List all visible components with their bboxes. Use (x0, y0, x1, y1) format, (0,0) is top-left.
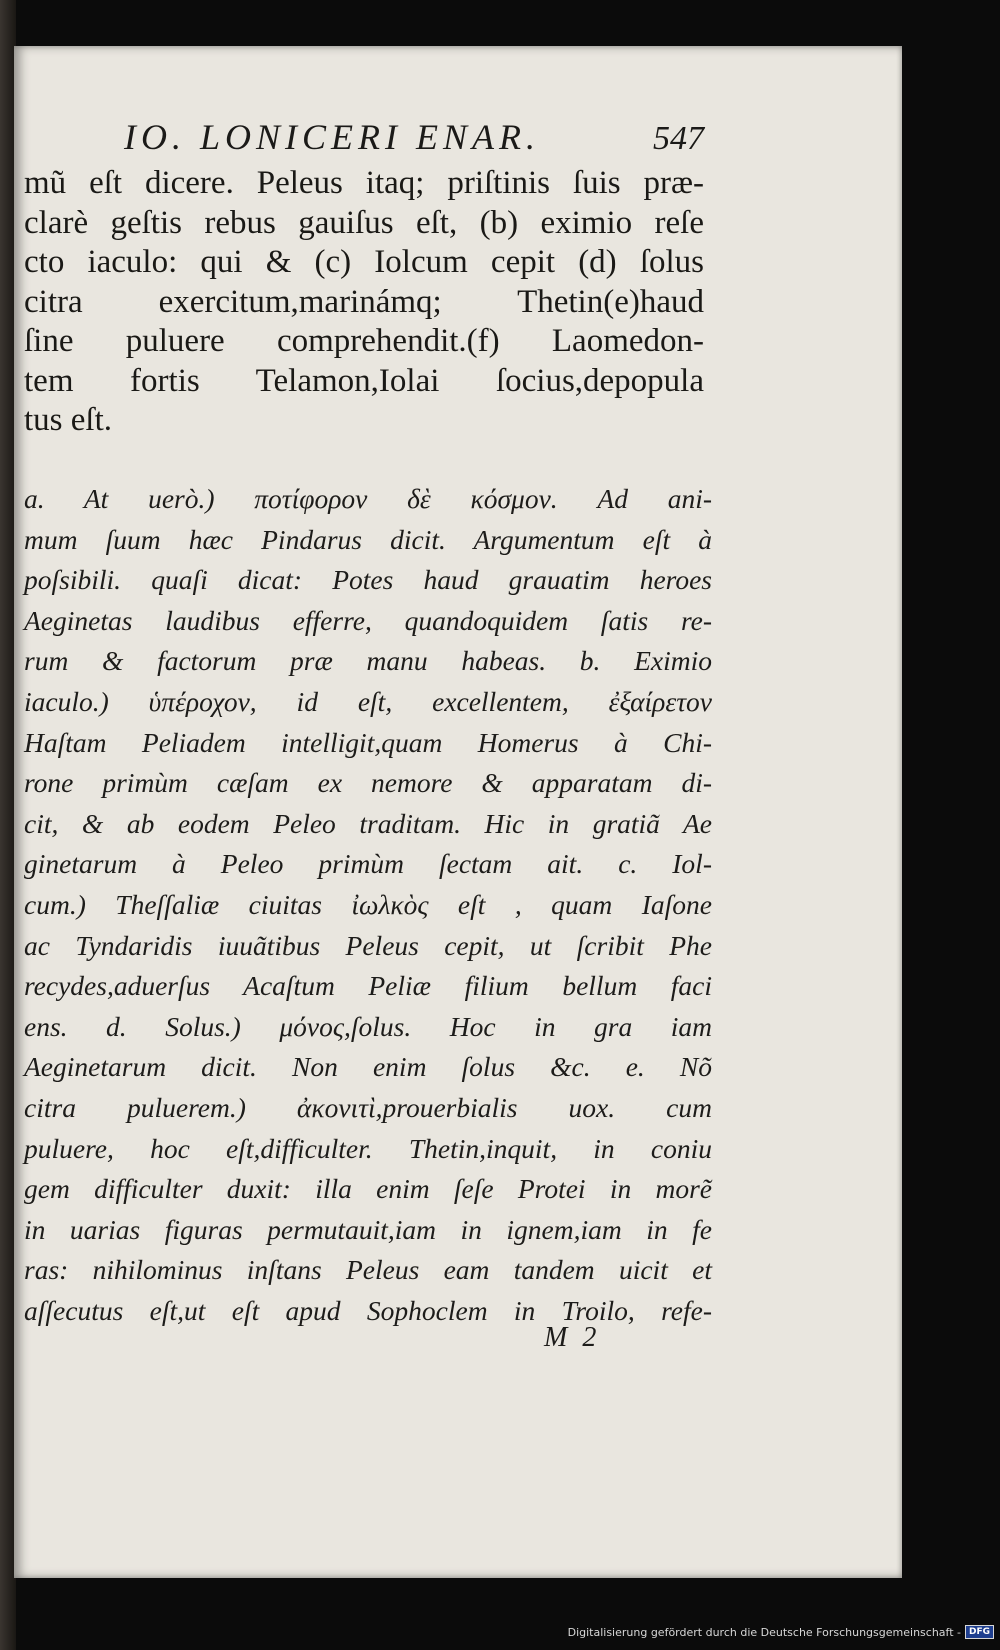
note-line: citra puluerem.) ἀκονιτὶ,prouerbialis uox. cum (24, 1091, 712, 1123)
main-text-line: clarè geſtis rebus gauiſus eſt, (b) eximio reſe (24, 204, 704, 241)
book-page (14, 46, 902, 1578)
running-header (124, 116, 704, 160)
note-line: puluere, hoc eſt,difficulter. Thetin,inquit, in coniu (24, 1132, 712, 1164)
note-line: poſsibili. quaſi dicat: Potes haud grauatim heroes (24, 564, 712, 596)
credit-text: Digitalisierung gefördert durch die Deutsche Forschungsgemeinschaft - (567, 1625, 961, 1639)
note-line: rone primùm cæſam ex nemore & apparatam di- (24, 767, 712, 799)
main-text-line: tem fortis Telamon,Iolai ſocius,depopula (24, 362, 704, 399)
note-line: cit, & ab eodem Peleo traditam. Hic in gratiã Ae (24, 807, 712, 839)
page-number: 547 (653, 120, 704, 157)
main-text-line: cto iaculo: qui & (c) Iolcum cepit (d) ſolus (24, 244, 704, 280)
note-line: recydes,aduerſus Acaſtum Peliæ filium bellum faci (24, 970, 712, 1002)
note-line: Aeginetas laudibus efferre, quandoquidem ſatis re- (24, 604, 712, 636)
main-text-line: mũ eſt dicere. Peleus itaq; priſtinis ſuis præ- (24, 165, 704, 201)
note-line: rum & factorum præ manu habeas. b. Eximio (24, 645, 712, 677)
note-line: in uarias figuras permutauit,iam in ignem,iam in fe (24, 1213, 712, 1245)
note-line: gem difficulter duxit: illa enim ſeſe Protei in morẽ (24, 1173, 712, 1205)
main-text (24, 164, 704, 441)
main-text-line: tus eſt. (24, 402, 112, 438)
note-line: aſſecutus eſt,ut eſt apud Sophoclem in Troilo, refe- (24, 1294, 712, 1326)
commentary-notes (24, 479, 712, 1331)
note-line: ens. d. Solus.) μόνος,ſolus. Hoc in gra iam (24, 1010, 712, 1042)
note-line: ginetarum à Peleo primùm ſectam ait. c. Iol- (24, 848, 712, 880)
main-text-line: ſine puluere comprehendit.(f) Laomedon- (24, 323, 704, 359)
signature-mark: M 2 (544, 1322, 601, 1353)
main-text-line: citra exercitum,marinámq; Thetin(e)haud (24, 283, 704, 320)
note-line: a. At uerò.) ποτίφορον δὲ κόσμον. Ad ani- (24, 483, 712, 514)
note-line: cum.) Theſſaliæ ciuitas ἰωλκὸς eſt , quam Iaſone (24, 888, 712, 920)
note-line: ac Tyndaridis iuuãtibus Peleus cepit, ut ſcribit Phe (24, 929, 712, 961)
dfg-logo: DFG (965, 1625, 994, 1639)
note-line: Haſtam Peliadem intelligit,quam Homerus à Chi- (24, 726, 712, 758)
note-line: ras: nihilominus inſtans Peleus eam tandem uicit et (24, 1254, 712, 1286)
note-line: iaculo.) ὑπέροχον, id eſt, excellentem, ἐξαίρετον (24, 685, 712, 717)
running-title: IO. LONICERI ENAR. (124, 117, 540, 157)
note-line: mum ſuum hæc Pindarus dicit. Argumentum eſt à (24, 523, 712, 555)
note-line: Aeginetarum dicit. Non enim ſolus &c. e. Nõ (24, 1051, 712, 1083)
digitization-credit (568, 1625, 994, 1639)
